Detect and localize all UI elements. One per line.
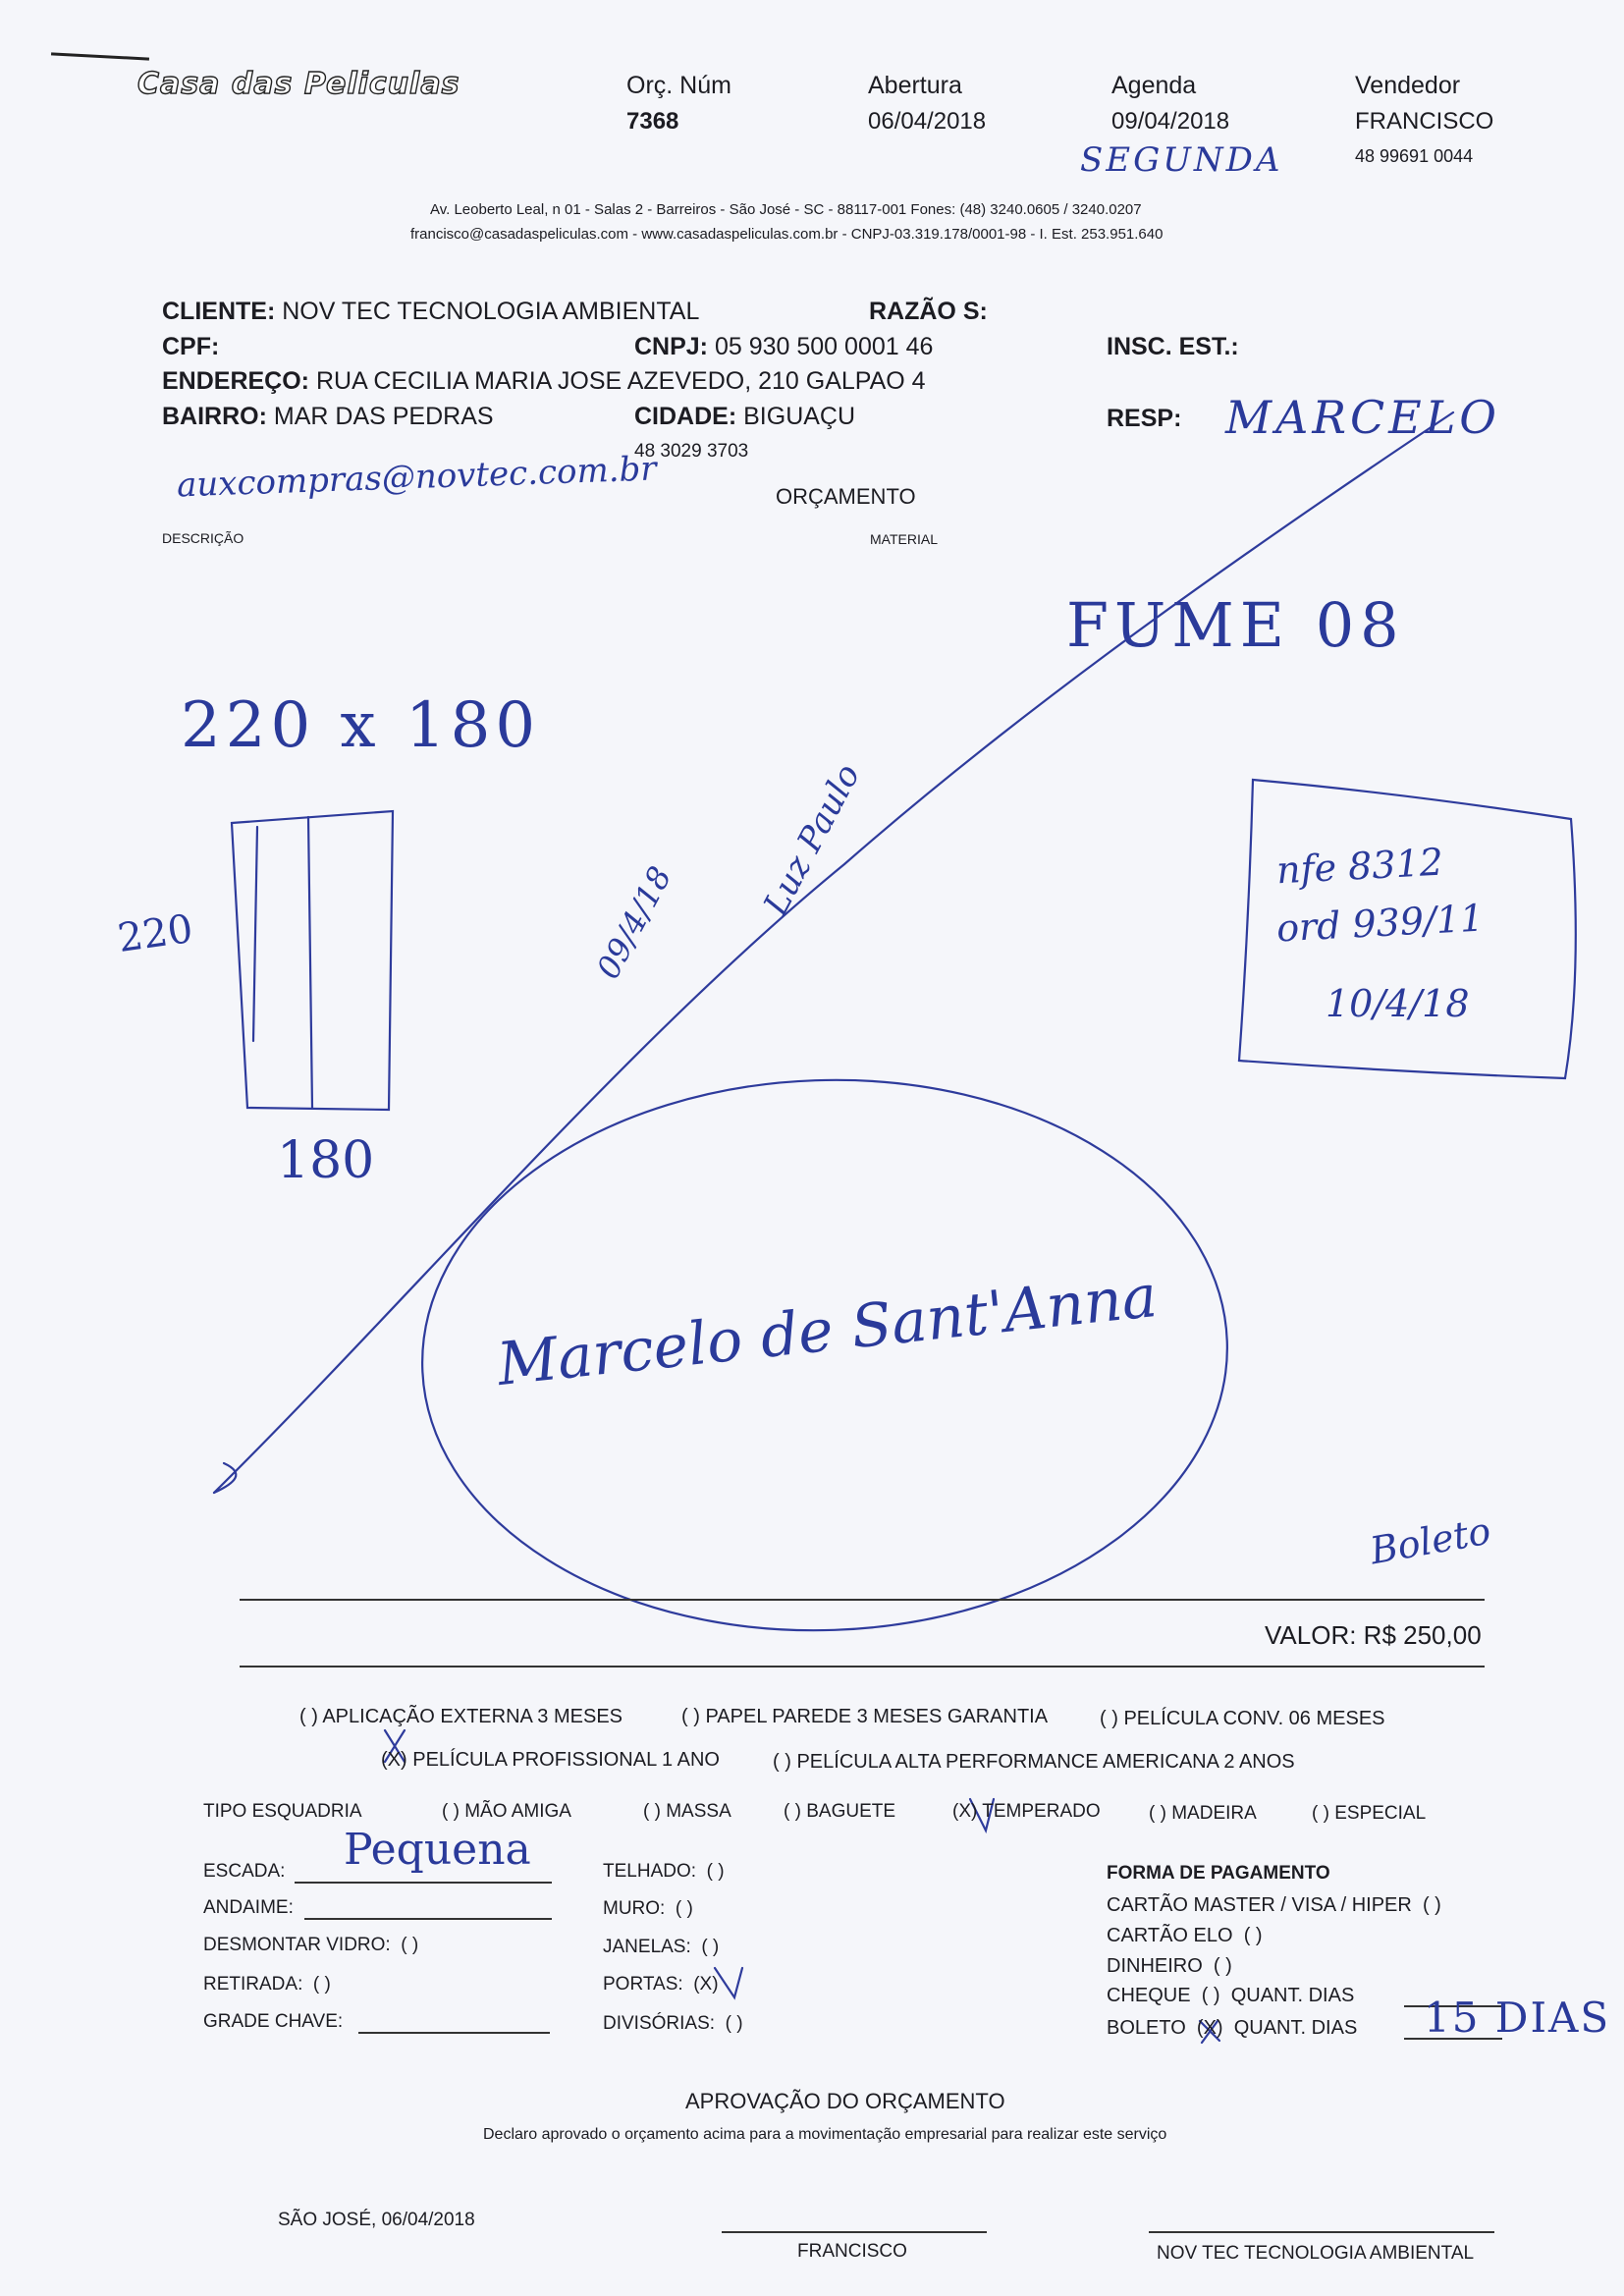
approval-title: APROVAÇÃO DO ORÇAMENTO (685, 2089, 1005, 2113)
dim-bottom-handwritten: 180 (277, 1131, 375, 1190)
opt-label: ESPECIAL (1334, 1803, 1427, 1824)
endereco-label: ENDEREÇO: (162, 367, 310, 395)
payment-title: FORMA DE PAGAMENTO (1107, 1863, 1330, 1884)
opt-pelicula-alta-performance (773, 1751, 1295, 1774)
pay-boleto (1107, 2017, 1357, 2040)
muro-label: MURO: (603, 1898, 666, 1919)
escada-handwritten: Pequena (344, 1825, 531, 1875)
opt-mark: ( ) (442, 1801, 460, 1822)
esq-baguete (784, 1801, 895, 1823)
muro-mark: ( ) (675, 1898, 693, 1919)
opt-label: TEMPERADO (982, 1801, 1101, 1822)
valor-row (1265, 1620, 1482, 1651)
pay-cheque (1107, 1985, 1354, 2007)
janelas-mark: ( ) (701, 1937, 720, 1957)
esq-massa (643, 1801, 731, 1823)
esq-madeira (1149, 1803, 1257, 1825)
esq-especial (1312, 1803, 1426, 1825)
pay-quant-dias: QUANT. DIAS (1233, 2017, 1358, 2039)
desmontar-label: DESMONTAR VIDRO: (203, 1935, 391, 1955)
telhado-label: TELHADO: (603, 1861, 697, 1882)
orc-value: 7368 (626, 108, 679, 135)
desmontar-row (203, 1935, 418, 1956)
nfe-box (1239, 780, 1576, 1078)
signer1-name: FRANCISCO (797, 2241, 907, 2262)
escada-label: ESCADA: (203, 1861, 286, 1882)
vendedor-label: Vendedor (1355, 72, 1461, 99)
grade-label: GRADE CHAVE: (203, 2011, 344, 2032)
nfe-line3: 10/4/18 (1326, 982, 1470, 1025)
cidade-value: BIGUAÇU (743, 403, 856, 430)
pay-label: CARTÃO MASTER / VISA / HIPER (1107, 1894, 1412, 1916)
bairro-label: BAIRRO: (162, 403, 267, 430)
agenda-label: Agenda (1111, 72, 1197, 99)
opt-label: APLICAÇÃO EXTERNA 3 MESES (322, 1706, 623, 1727)
company-contact: francisco@casadaspeliculas.com - www.casadaspeliculas.com.br - CNPJ-03.319.178/0001-98 - I. Est. 253.951.640 (410, 226, 1164, 243)
esquadria-label: TIPO ESQUADRIA (203, 1801, 362, 1822)
signature-date: 09/4/18 (589, 860, 679, 985)
opt-mark: ( ) (1100, 1708, 1118, 1729)
telhado-row (603, 1861, 725, 1883)
company-logo: Casa das Peliculas (137, 67, 460, 101)
signer1-line (722, 2231, 987, 2233)
orc-label: Orç. Núm (626, 72, 731, 99)
signer2-name: NOV TEC TECNOLOGIA AMBIENTAL (1157, 2243, 1475, 2264)
pay-label: BOLETO (1107, 2017, 1186, 2039)
nfe-line1: nfe 8312 (1274, 840, 1444, 893)
abertura-label: Abertura (868, 72, 962, 99)
andaime-label: ANDAIME: (203, 1897, 294, 1918)
signature-name: Luz Paulo (756, 757, 869, 922)
company-address: Av. Leoberto Leal, n 01 - Salas 2 - Barreiros - São José - SC - 88117-001 Fones: (48) 3240.0605 / 3240.0207 (430, 201, 1142, 218)
esq-mao-amiga (442, 1801, 571, 1823)
pay-label: DINHEIRO (1107, 1955, 1203, 1977)
signer2-line (1149, 2231, 1494, 2233)
nfe-line2: ord 939/11 (1274, 896, 1486, 951)
signature-ellipse (412, 1066, 1236, 1644)
valor-rule-bottom (240, 1666, 1485, 1667)
insc-label: INSC. EST.: (1107, 333, 1239, 360)
opt-mark: (X) (952, 1801, 978, 1822)
cliente-value: NOV TEC TECNOLOGIA AMBIENTAL (282, 298, 700, 325)
material-label: MATERIAL (870, 531, 938, 547)
valor-rule-top (240, 1599, 1485, 1601)
janelas-row (603, 1937, 719, 1958)
pay-quant-dias: QUANT. DIAS (1230, 1985, 1355, 2006)
divisorias-mark: ( ) (725, 2013, 743, 2034)
cpf-label: CPF: (162, 333, 220, 360)
dimensions-handwritten: 220 x 180 (181, 689, 541, 762)
razao-label: RAZÃO S: (869, 298, 988, 325)
place-date: SÃO JOSÉ, 06/04/2018 (278, 2210, 475, 2230)
opt-label: MADEIRA (1171, 1803, 1257, 1824)
pay-mark: ( ) (1243, 1925, 1263, 1946)
dim-side-handwritten: 220 (115, 905, 196, 962)
approval-text: Declaro aprovado o orçamento acima para a movimentação empresarial para realizar este serviço (483, 2126, 1167, 2143)
pay-label: CHEQUE (1107, 1985, 1191, 2006)
pay-mark: ( ) (1422, 1894, 1441, 1916)
divisorias-label: DIVISÓRIAS: (603, 2013, 716, 2034)
check-portas (715, 1968, 742, 1997)
opt-label: PAPEL PAREDE 3 MESES GARANTIA (705, 1706, 1049, 1727)
escada-line (295, 1882, 552, 1884)
opt-label: PELÍCULA PROFISSIONAL 1 ANO (412, 1749, 720, 1771)
muro-row (603, 1898, 693, 1920)
opt-mark: ( ) (643, 1801, 661, 1822)
cnpj-value: 05 930 500 0001 46 (714, 333, 934, 360)
opt-label: PELÍCULA ALTA PERFORMANCE AMERICANA 2 ANOS (796, 1751, 1295, 1773)
pay-cartao-elo (1107, 1925, 1263, 1947)
vendedor-phone: 48 99691 0044 (1355, 146, 1474, 166)
descricao-label: DESCRIÇÃO (162, 530, 244, 546)
portas-row (603, 1974, 719, 1995)
telhado-mark: ( ) (706, 1861, 725, 1882)
esq-temperado (952, 1801, 1101, 1823)
client-phone: 48 3029 3703 (634, 441, 749, 462)
opt-mark: ( ) (681, 1706, 700, 1727)
pay-cartao-master (1107, 1894, 1441, 1917)
cidade-label: CIDADE: (634, 403, 737, 430)
portas-label: PORTAS: (603, 1974, 683, 1995)
opt-mark: ( ) (773, 1751, 791, 1773)
boleto-dias-handwritten: 15 DIAS (1424, 1994, 1611, 2042)
resp-label: RESP: (1107, 405, 1182, 432)
valor-value: R$ 250,00 (1363, 1620, 1482, 1650)
pay-mark: ( ) (1213, 1955, 1232, 1977)
cnpj-label: CNPJ: (634, 333, 709, 360)
agenda-value: 09/04/2018 (1111, 108, 1230, 135)
cliente-label: CLIENTE: (162, 298, 276, 325)
retirada-row (203, 1974, 331, 1995)
portas-mark: (X) (693, 1974, 719, 1995)
opt-mark: ( ) (299, 1706, 318, 1727)
opt-pelicula-profissional (381, 1749, 720, 1772)
opt-label: MÃO AMIGA (464, 1801, 571, 1822)
janelas-label: JANELAS: (603, 1937, 691, 1957)
grade-line (358, 2032, 550, 2034)
pay-label: CARTÃO ELO (1107, 1925, 1233, 1946)
andaime-line (304, 1918, 552, 1920)
boleto-handwritten: Boleto (1367, 1508, 1494, 1573)
opt-mark: (X) (381, 1749, 407, 1771)
pay-dinheiro (1107, 1955, 1232, 1978)
opt-mark: ( ) (1149, 1803, 1166, 1824)
opt-label: BAGUETE (806, 1801, 896, 1822)
window-sketch-inner (253, 827, 257, 1041)
pay-mark: ( ) (1201, 1985, 1220, 2006)
opt-pelicula-conv (1100, 1708, 1385, 1730)
retirada-mark: ( ) (312, 1974, 331, 1995)
client-signature: Marcelo de Sant'Anna (494, 1261, 1161, 1400)
email-handwritten: auxcompras@novtec.com.br (176, 449, 658, 506)
material-handwritten: FUME 08 (1066, 589, 1405, 661)
pay-mark: (X) (1196, 2017, 1223, 2039)
agenda-handwritten-note: SEGUNDA (1080, 140, 1283, 180)
bairro-value: MAR DAS PEDRAS (273, 403, 494, 430)
retirada-label: RETIRADA: (203, 1974, 303, 1995)
desmontar-mark: ( ) (401, 1935, 419, 1955)
opt-label: MASSA (666, 1801, 731, 1822)
opt-label: PELÍCULA CONV. 06 MESES (1123, 1708, 1385, 1729)
opt-mark: ( ) (784, 1801, 801, 1822)
opt-papel-parede (681, 1706, 1048, 1728)
endereco-value: RUA CECILIA MARIA JOSE AZEVEDO, 210 GALPAO 4 (315, 367, 926, 395)
orcamento-title: ORÇAMENTO (776, 484, 916, 509)
window-sketch-divider (308, 817, 312, 1108)
abertura-value: 06/04/2018 (868, 108, 987, 135)
signature-diagonal-line (214, 412, 1453, 1493)
divisorias-row (603, 2013, 743, 2035)
resp-handwritten: MARCELO (1225, 391, 1500, 444)
opt-aplicacao-externa (299, 1706, 623, 1728)
opt-mark: ( ) (1312, 1803, 1329, 1824)
vendedor-value: FRANCISCO (1355, 108, 1494, 135)
valor-label: VALOR: (1265, 1620, 1357, 1650)
